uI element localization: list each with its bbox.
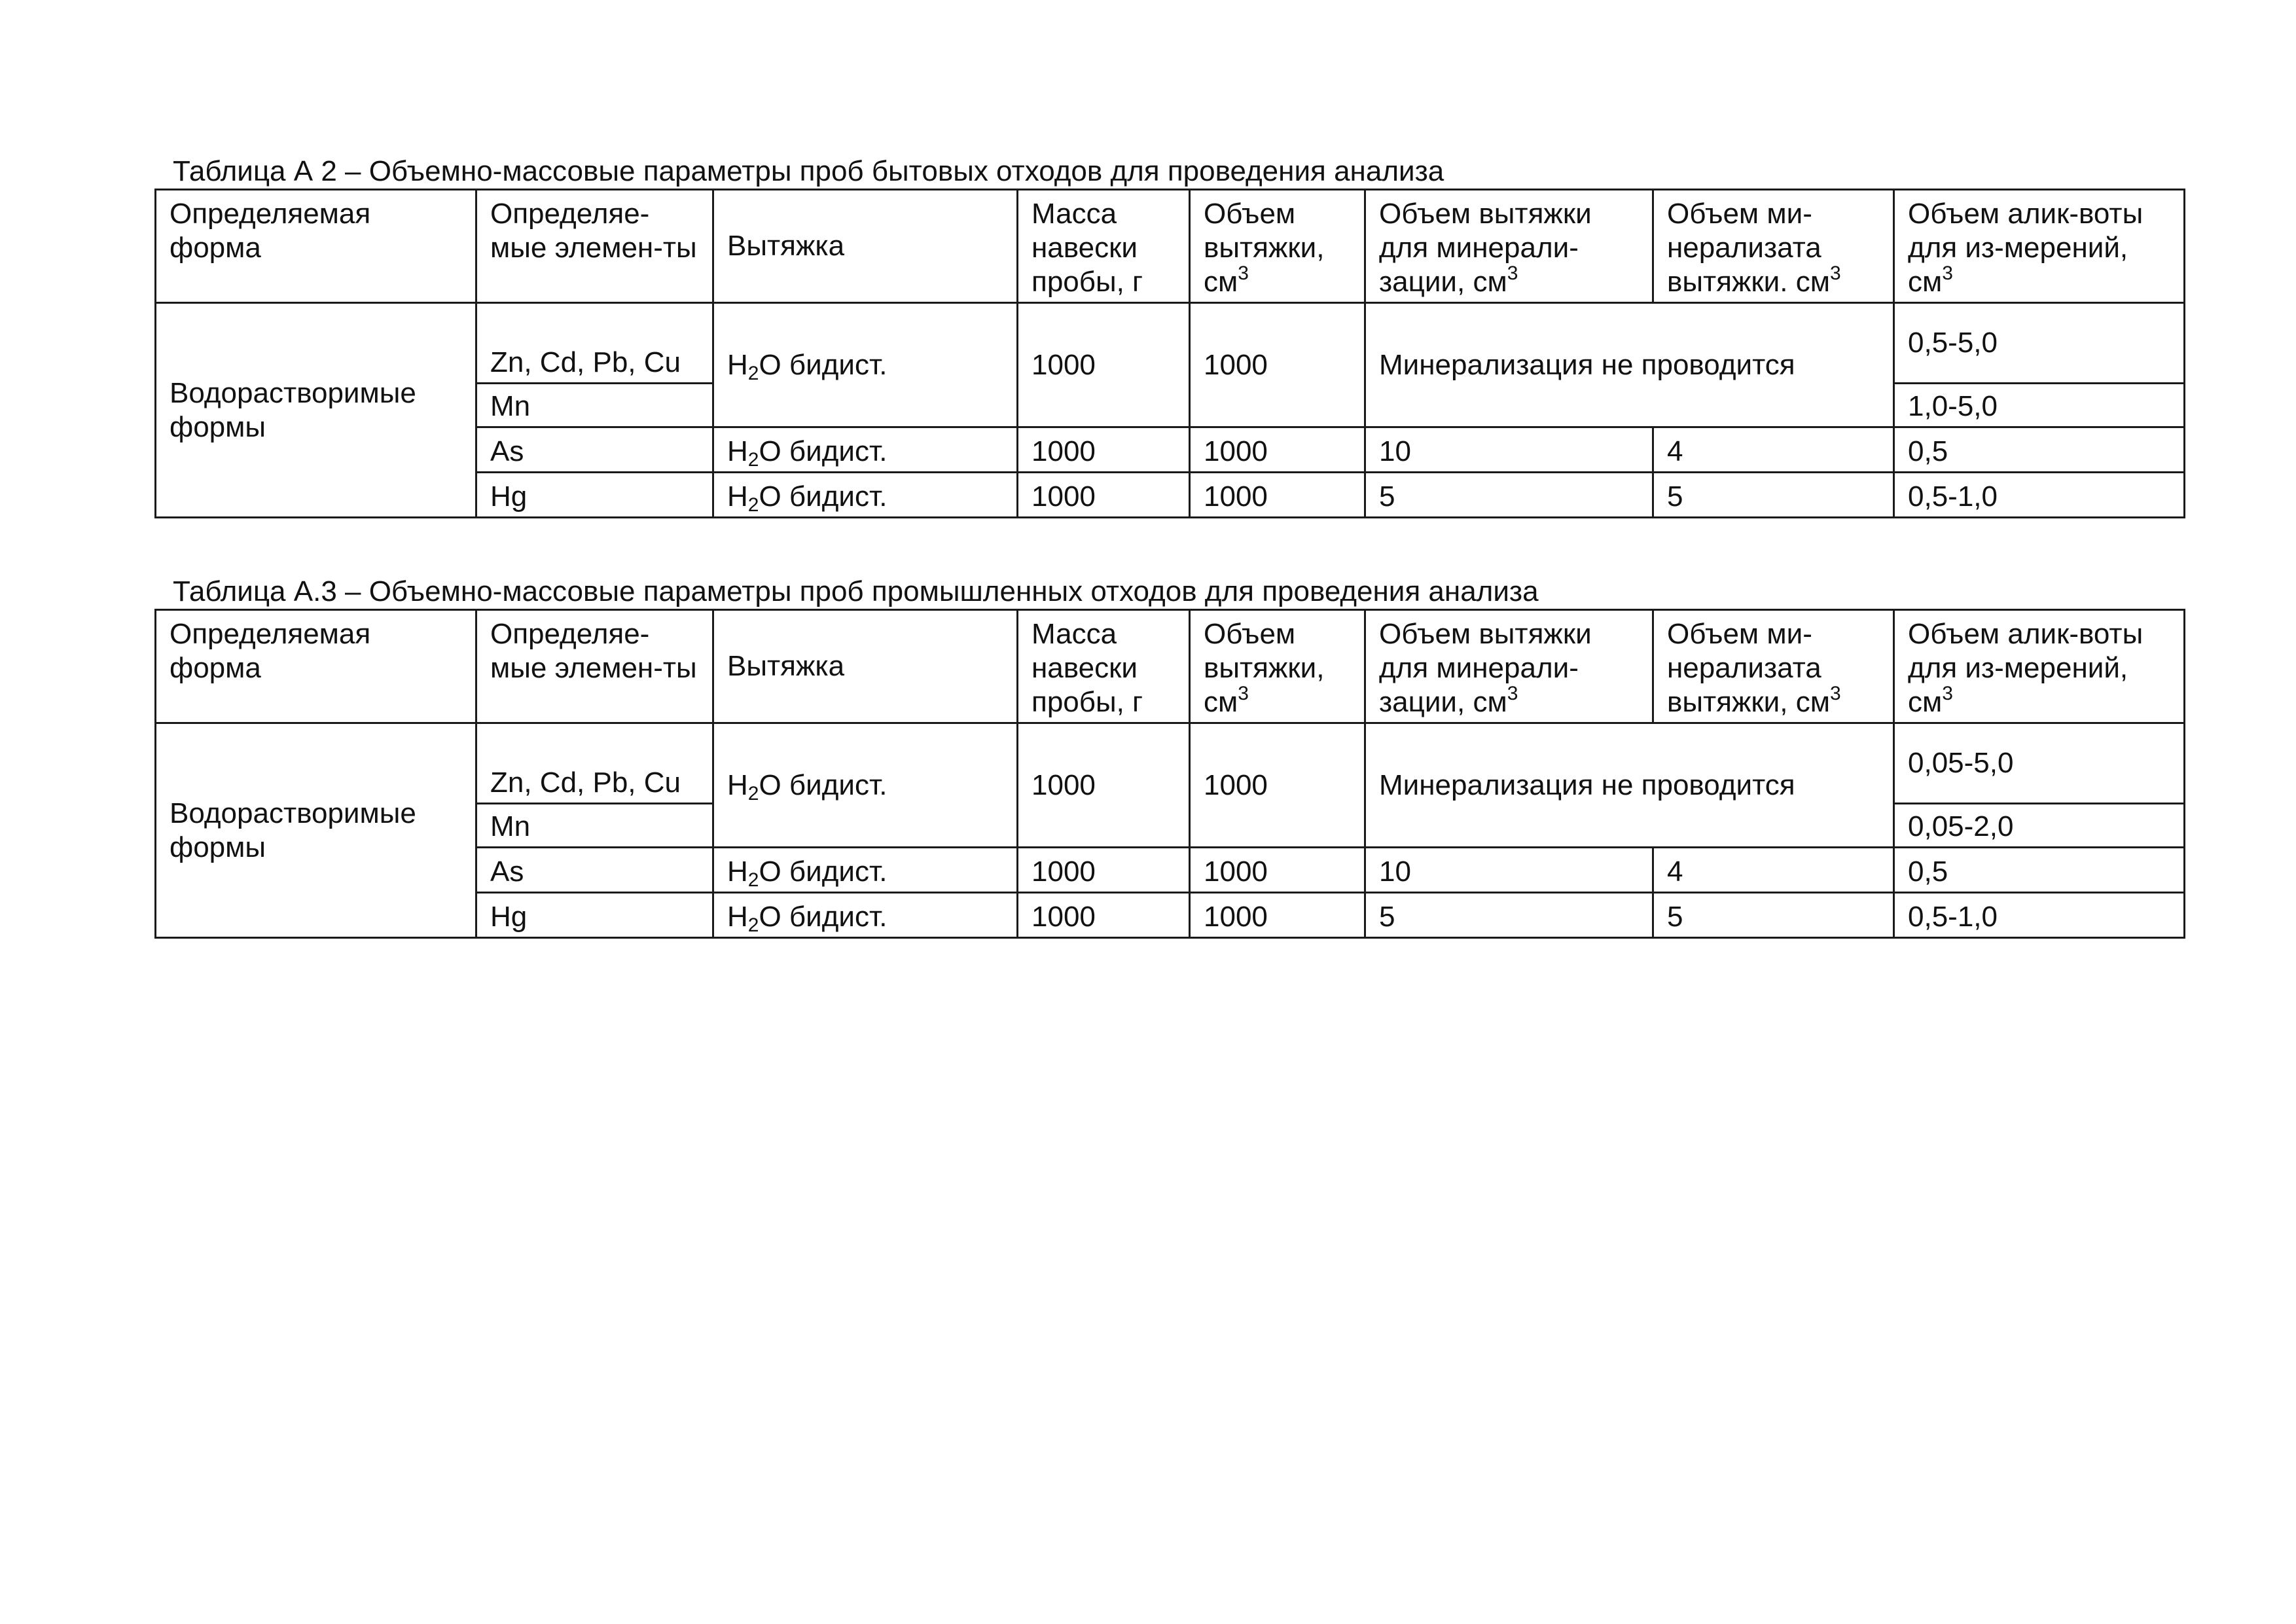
table-caption: Таблица А 2 – Объемно-массовые параметры проб бытовых отходов для проведения анализа	[173, 155, 1444, 187]
header-aliquot-volume: Объем алик-воты для из-мерений, $см^3$	[1894, 190, 2185, 303]
header-mass: Масса навески пробы, г	[1018, 610, 1190, 723]
mass-cell: 1000	[1018, 427, 1190, 473]
elements-cell: Hg	[476, 473, 713, 518]
mineral-volume-cell: 10	[1365, 848, 1653, 893]
aliquot-cell: 0,05-2,0	[1894, 804, 2185, 848]
elements-cell: Mn	[476, 804, 713, 848]
mineral-volume-cell: 5	[1365, 893, 1653, 938]
header-elements: Определяе-мые элемен-ты	[476, 190, 713, 303]
elements-cell: As	[476, 848, 713, 893]
elements-cell: Zn, Cd, Pb, Cu	[476, 303, 713, 384]
mineralizate-volume-cell: 4	[1653, 427, 1894, 473]
mineralizate-volume-cell: 5	[1653, 473, 1894, 518]
header-mineralizate-volume: Объем ми-нерализата вытяжки, $см^3$	[1653, 610, 1894, 723]
mineralization-note: Минерализация не проводится	[1365, 723, 1894, 848]
table-block-a3	[154, 575, 2183, 939]
extract-cell: $H_2O$ бидист.	[713, 473, 1018, 518]
aliquot-cell: 0,5	[1894, 427, 2185, 473]
extract-cell: $H_2O$ бидист.	[713, 893, 1018, 938]
mass-cell: 1000	[1018, 723, 1190, 848]
volume-cell: 1000	[1190, 427, 1365, 473]
form-cell: Водорастворимые формы	[156, 723, 476, 938]
volume-cell: 1000	[1190, 723, 1365, 848]
data-table	[154, 189, 2185, 518]
volume-cell: 1000	[1190, 473, 1365, 518]
table-block-a2	[154, 154, 2183, 518]
extract-cell: $H_2O$ бидист.	[713, 723, 1018, 848]
header-volume: Объем вытяжки, $см^3$	[1190, 610, 1365, 723]
elements-cell: As	[476, 427, 713, 473]
header-row	[156, 190, 2185, 303]
elements-cell: Mn	[476, 384, 713, 427]
mineral-volume-cell: 10	[1365, 427, 1653, 473]
header-mineral-volume: Объем вытяжки для минерали-зации, $см^3$	[1365, 190, 1653, 303]
volume-cell: 1000	[1190, 848, 1365, 893]
header-mineral-volume: Объем вытяжки для минерали-зации, $см^3$	[1365, 610, 1653, 723]
header-mass: Масса навески пробы, г	[1018, 190, 1190, 303]
header-aliquot-volume: Объем алик-воты для из-мерений, $см^3$	[1894, 610, 2185, 723]
header-extract: Вытяжка	[713, 610, 1018, 723]
table-row	[156, 723, 2185, 804]
header-volume: Объем вытяжки, $см^3$	[1190, 190, 1365, 303]
mineralization-note: Минерализация не проводится	[1365, 303, 1894, 427]
mineral-volume-cell: 5	[1365, 473, 1653, 518]
table-caption: Таблица А.3 – Объемно-массовые параметры проб промышленных отходов для проведения анализа	[173, 575, 1539, 607]
data-table	[154, 609, 2185, 939]
mineralizate-volume-cell: 4	[1653, 848, 1894, 893]
volume-cell: 1000	[1190, 303, 1365, 427]
volume-cell: 1000	[1190, 893, 1365, 938]
elements-cell: Hg	[476, 893, 713, 938]
table-row	[156, 303, 2185, 384]
mineralizate-volume-cell: 5	[1653, 893, 1894, 938]
header-form: Определяемая форма	[156, 190, 476, 303]
aliquot-cell: 0,5	[1894, 848, 2185, 893]
form-cell: Водорастворимые формы	[156, 303, 476, 518]
header-form: Определяемая форма	[156, 610, 476, 723]
extract-cell: $H_2O$ бидист.	[713, 848, 1018, 893]
elements-cell: Zn, Cd, Pb, Cu	[476, 723, 713, 804]
aliquot-cell: 0,5-5,0	[1894, 303, 2185, 384]
mass-cell: 1000	[1018, 893, 1190, 938]
extract-cell: $H_2O$ бидист.	[713, 427, 1018, 473]
mass-cell: 1000	[1018, 848, 1190, 893]
mass-cell: 1000	[1018, 473, 1190, 518]
header-elements: Определяе-мые элемен-ты	[476, 610, 713, 723]
aliquot-cell: 0,05-5,0	[1894, 723, 2185, 804]
header-row	[156, 610, 2185, 723]
aliquot-cell: 1,0-5,0	[1894, 384, 2185, 427]
mass-cell: 1000	[1018, 303, 1190, 427]
aliquot-cell: 0,5-1,0	[1894, 473, 2185, 518]
extract-cell: $H_2O$ бидист.	[713, 303, 1018, 427]
aliquot-cell: 0,5-1,0	[1894, 893, 2185, 938]
header-mineralizate-volume: Объем ми-нерализата вытяжки. $см^3$	[1653, 190, 1894, 303]
header-extract: Вытяжка	[713, 190, 1018, 303]
